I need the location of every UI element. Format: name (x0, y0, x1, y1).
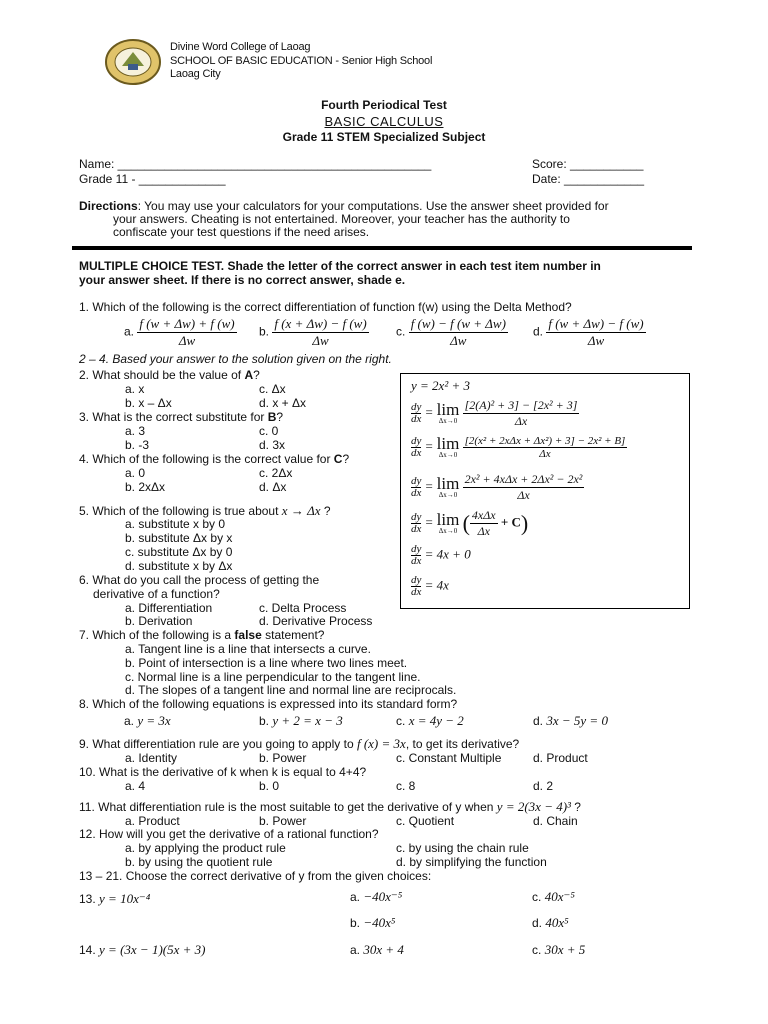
solution-line-5: $\frac{dy}{dx}$ = lim Δx→0 ( $\frac{\text{4xΔx}}{\Delta x}$ + C) (411, 508, 529, 538)
q3-choice-a[interactable]: a. 3 (125, 424, 146, 438)
q11-choice-d[interactable]: d. Chain (533, 814, 578, 828)
q14-choice-a[interactable]: a. 30x + 4 (350, 942, 404, 957)
q12-choice-a[interactable]: a. by applying the product rule (125, 841, 286, 855)
q4-choice-c[interactable]: c. 2Δx (259, 466, 293, 480)
q4-choice-a[interactable]: a. 0 (125, 466, 146, 480)
q10-choice-a[interactable]: a. 4 (125, 779, 146, 793)
school-name: Divine Word College of Laoag (170, 41, 311, 53)
q3-choice-b[interactable]: b. -3 (125, 438, 150, 452)
q1-choice-b[interactable]: b. $\frac{f (x + \Delta w) - f (w)}{\Delta w}$ (259, 316, 367, 348)
directions-line3: confiscate your test questions if the need arises. (113, 225, 370, 239)
q1-choice-d[interactable]: d. $\frac{f (w + \Delta w) - f (w)}{\Delta w}$ (533, 316, 644, 348)
question-11: 11. What differentiation rule is the most suitable to get the derivative of y when y = 2(3x − 4)³ ? (79, 799, 581, 814)
q13-choice-c[interactable]: c. 40x⁻⁵ (532, 889, 575, 904)
q6-choice-d[interactable]: d. Derivative Process (259, 614, 373, 628)
q6-choice-c[interactable]: c. Delta Process (259, 601, 347, 615)
solution-line-2: $\frac{dy}{dx}$ = lim Δx→0 $\frac{\text{[2(A)² + 3] − [2x² + 3]}}{\Delta x}$ (411, 398, 578, 428)
q11-choice-c[interactable]: c. Quotient (396, 814, 455, 828)
q5-choice-a[interactable]: a. substitute x by 0 (125, 517, 226, 531)
q13-choice-a[interactable]: a. −40x⁻⁵ (350, 889, 403, 904)
question-1: 1. Which of the following is the correct differentiation of function f(w) using the Delta Method? (79, 300, 572, 314)
directions-line1: Directions: You may use your calculators for your computations. Use the answer sheet provided for (79, 199, 609, 213)
solution-box (400, 373, 690, 609)
grade-subject: Grade 11 STEM Specialized Subject (282, 130, 486, 144)
note-13-21: 13 – 21. Choose the correct derivative of y from the given choices: (79, 869, 432, 883)
q7-choice-a[interactable]: a. Tangent line is a line that intersects a curve. (125, 642, 371, 656)
question-12: 12. How will you get the derivative of a rational function? (79, 827, 379, 841)
note-2-4: 2 – 4. Based your answer to the solution given on the right. (79, 352, 392, 366)
subject-title: BASIC CALCULUS (324, 114, 444, 129)
question-9: 9. What differentiation rule are you going to apply to f (x) = 3x, to get its derivative? (79, 736, 520, 751)
q2-choice-a[interactable]: a. x (125, 382, 145, 396)
q1-choice-a[interactable]: a. $\frac{f (w + \Delta w) + f (w)}{\Delta w}$ (124, 316, 235, 348)
q8-choice-a[interactable]: a. y = 3x (124, 713, 171, 728)
solution-line-7: $\frac{dy}{dx}$ = 4x (411, 574, 449, 598)
q10-choice-b[interactable]: b. 0 (259, 779, 280, 793)
question-8: 8. Which of the following equations is expressed into its standard form? (79, 697, 458, 711)
q12-choice-c[interactable]: c. by using the chain rule (396, 841, 529, 855)
q2-choice-b[interactable]: b. x – Δx (125, 396, 172, 410)
question-14: 14. y = (3x − 1)(5x + 3) (79, 942, 206, 957)
city-name: Laoag City (170, 68, 221, 80)
q4-choice-b[interactable]: b. 2xΔx (125, 480, 166, 494)
q5-choice-b[interactable]: b. substitute Δx by x (125, 531, 233, 545)
question-4: 4. Which of the following is the correct value for C? (79, 452, 350, 466)
q13-choice-d[interactable]: d. 40x⁵ (532, 915, 569, 930)
q10-choice-d[interactable]: d. 2 (533, 779, 554, 793)
solution-line-4: $\frac{dy}{dx}$ = lim Δx→0 $\frac{\text{2x² + 4xΔx + 2Δx² − 2x²}}{\Delta x}$ (411, 472, 583, 502)
q3-choice-c[interactable]: c. 0 (259, 424, 279, 438)
mc-instructions-line2: your answer sheet. If there is no correct answer, shade e. (79, 273, 406, 287)
question-6-line1: 6. What do you call the process of getting the (79, 573, 320, 587)
question-3: 3. What is the correct substitute for B? (79, 410, 284, 424)
test-title: Fourth Periodical Test (321, 98, 447, 112)
question-7: 7. Which of the following is a false statement? (79, 628, 325, 642)
solution-line-6: $\frac{dy}{dx}$ = 4x + 0 (411, 543, 471, 567)
q6-choice-a[interactable]: a. Differentiation (125, 601, 213, 615)
q7-choice-b[interactable]: b. Point of intersection is a line where two lines meet. (125, 656, 408, 670)
question-13: 13. y = 10x⁻⁴ (79, 891, 151, 906)
date-field[interactable]: Date: ____________ (532, 172, 645, 186)
q9-choice-c[interactable]: c. Constant Multiple (396, 751, 502, 765)
q4-choice-d[interactable]: d. Δx (259, 480, 287, 494)
q10-choice-c[interactable]: c. 8 (396, 779, 416, 793)
q3-choice-d[interactable]: d. 3x (259, 438, 286, 452)
q9-choice-d[interactable]: d. Product (533, 751, 588, 765)
q8-choice-b[interactable]: b. y + 2 = x − 3 (259, 713, 343, 728)
question-6-line2: derivative of a function? (93, 587, 220, 601)
directions-line2: your answers. Cheating is not entertained. Moreover, your teacher has the authority to (113, 212, 570, 226)
q8-choice-d[interactable]: d. 3x − 5y = 0 (533, 713, 608, 728)
q7-choice-d[interactable]: d. The slopes of a tangent line and normal line are reciprocals. (125, 683, 457, 697)
section-divider (72, 246, 692, 250)
q14-choice-c[interactable]: c. 30x + 5 (532, 942, 586, 957)
q13-choice-b[interactable]: b. −40x⁵ (350, 915, 396, 930)
q12-choice-d[interactable]: d. by simplifying the function (396, 855, 547, 869)
q9-choice-a[interactable]: a. Identity (125, 751, 178, 765)
school-seal-logo (104, 38, 162, 86)
question-2: 2. What should be the value of A? (79, 368, 260, 382)
solution-line-3: $\frac{dy}{dx}$ = lim Δx→0 $\frac{\text{[2(x² + 2xΔx + Δx²) + 3] − 2x² + B]}}{\Delta x}$ (411, 434, 626, 460)
mc-instructions-line1: MULTIPLE CHOICE TEST. Shade the letter of the correct answer in each test item number in (79, 259, 601, 273)
q5-choice-c[interactable]: c. substitute Δx by 0 (125, 545, 233, 559)
q1-choice-c[interactable]: c. $\frac{f (w) - f (w + \Delta w)}{\Delta w}$ (396, 316, 506, 348)
q11-choice-b[interactable]: b. Power (259, 814, 307, 828)
q11-choice-a[interactable]: a. Product (125, 814, 180, 828)
solution-line-1: y = 2x² + 3 (411, 378, 470, 393)
department-name: SCHOOL OF BASIC EDUCATION - Senior High School (170, 55, 433, 67)
question-10: 10. What is the derivative of k when k is equal to 4+4? (79, 765, 367, 779)
grade-field[interactable]: Grade 11 - _____________ (79, 172, 226, 186)
q8-choice-c[interactable]: c. x = 4y − 2 (396, 713, 464, 728)
q7-choice-c[interactable]: c. Normal line is a line perpendicular to the tangent line. (125, 670, 421, 684)
q12-choice-b[interactable]: b. by using the quotient rule (125, 855, 273, 869)
q6-choice-b[interactable]: b. Derivation (125, 614, 193, 628)
q2-choice-d[interactable]: d. x + Δx (259, 396, 307, 410)
name-field[interactable]: Name: _______________________________________________ (79, 157, 432, 171)
q5-choice-d[interactable]: d. substitute x by Δx (125, 559, 233, 573)
question-5: 5. Which of the following is true about x → Δx ? (79, 503, 331, 518)
q2-choice-c[interactable]: c. Δx (259, 382, 286, 396)
q9-choice-b[interactable]: b. Power (259, 751, 307, 765)
score-field[interactable]: Score: ___________ (532, 157, 644, 171)
